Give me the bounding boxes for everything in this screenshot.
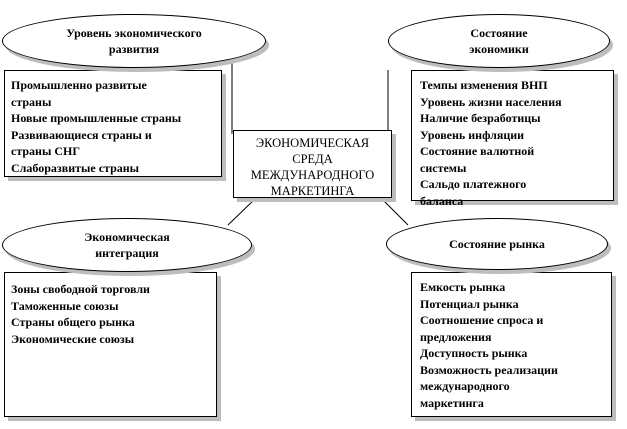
top-right-title-line: Состояние bbox=[470, 26, 528, 40]
top-left-title-line: Уровень экономического bbox=[66, 26, 202, 40]
bottom-left-item: Таможенные союзы bbox=[11, 298, 119, 313]
bottom-left-box bbox=[4, 272, 217, 417]
bottom-right-item: Возможность реализации bbox=[420, 362, 558, 377]
bottom-right-item: Доступность рынка bbox=[420, 346, 528, 360]
bottom-right-ellipse bbox=[386, 218, 608, 270]
bottom-right-item: международного bbox=[420, 379, 510, 393]
top-left-title-line: развития bbox=[108, 42, 160, 56]
top-right-item: системы bbox=[420, 160, 467, 175]
top-left-ellipse bbox=[2, 14, 266, 68]
top-left-item: страны bbox=[11, 94, 52, 109]
top-right-box bbox=[411, 70, 614, 208]
bottom-right-item: Емкость рынка bbox=[420, 280, 506, 294]
top-left-item: Слаборазвитые страны bbox=[11, 160, 140, 175]
bottom-right-item: Потенциал рынка bbox=[420, 296, 519, 311]
top-left-item: Промышленно развитые bbox=[11, 78, 147, 92]
top-right-item: Уровень жизни населения bbox=[420, 94, 562, 109]
top-left-item: Новые промышленные страны bbox=[11, 111, 182, 125]
center-title-line: МЕЖДУНАРОДНОГО bbox=[250, 168, 375, 182]
top-right-item: баланса bbox=[420, 193, 464, 208]
top-right-item: Темпы изменения ВНП bbox=[420, 78, 548, 92]
bottom-left-item: Зоны свободной торговли bbox=[11, 282, 150, 296]
bottom-right-item: маркетинга bbox=[420, 395, 484, 410]
center-title-line: МАРКЕТИНГА bbox=[270, 184, 355, 198]
center-title-line: ЭКОНОМИЧЕСКАЯ bbox=[255, 136, 370, 150]
top-right-item: Уровень инфляции bbox=[420, 127, 525, 142]
bottom-right-box bbox=[411, 272, 612, 417]
bottom-left-title-line: Экономическая bbox=[84, 230, 170, 244]
center-box bbox=[233, 130, 392, 198]
top-right-title-line: экономики bbox=[469, 42, 529, 56]
top-left-box bbox=[4, 70, 222, 177]
top-left-item: Развивающиеся страны и bbox=[11, 127, 152, 142]
top-right-item: Сальдо платежного bbox=[420, 177, 527, 191]
bottom-right-title-line: Состояние рынка bbox=[449, 237, 545, 251]
top-left-item: страны СНГ bbox=[11, 144, 80, 158]
top-right-ellipse bbox=[388, 14, 610, 68]
center-title-line: СРЕДА bbox=[292, 152, 333, 166]
bottom-left-ellipse bbox=[2, 218, 252, 272]
bottom-left-item: Страны общего рынка bbox=[11, 315, 135, 329]
bottom-left-title-line: интеграция bbox=[95, 246, 159, 260]
top-right-item: Состояние валютной bbox=[420, 144, 535, 158]
bottom-right-item: Соотношение спроса и bbox=[420, 313, 544, 327]
bottom-right-item: предложения bbox=[420, 329, 492, 344]
bottom-left-item: Экономические союзы bbox=[11, 331, 135, 346]
connector-bottom-right bbox=[381, 198, 408, 225]
top-right-item: Наличие безработицы bbox=[420, 111, 541, 125]
connector-bottom-left bbox=[228, 198, 256, 225]
